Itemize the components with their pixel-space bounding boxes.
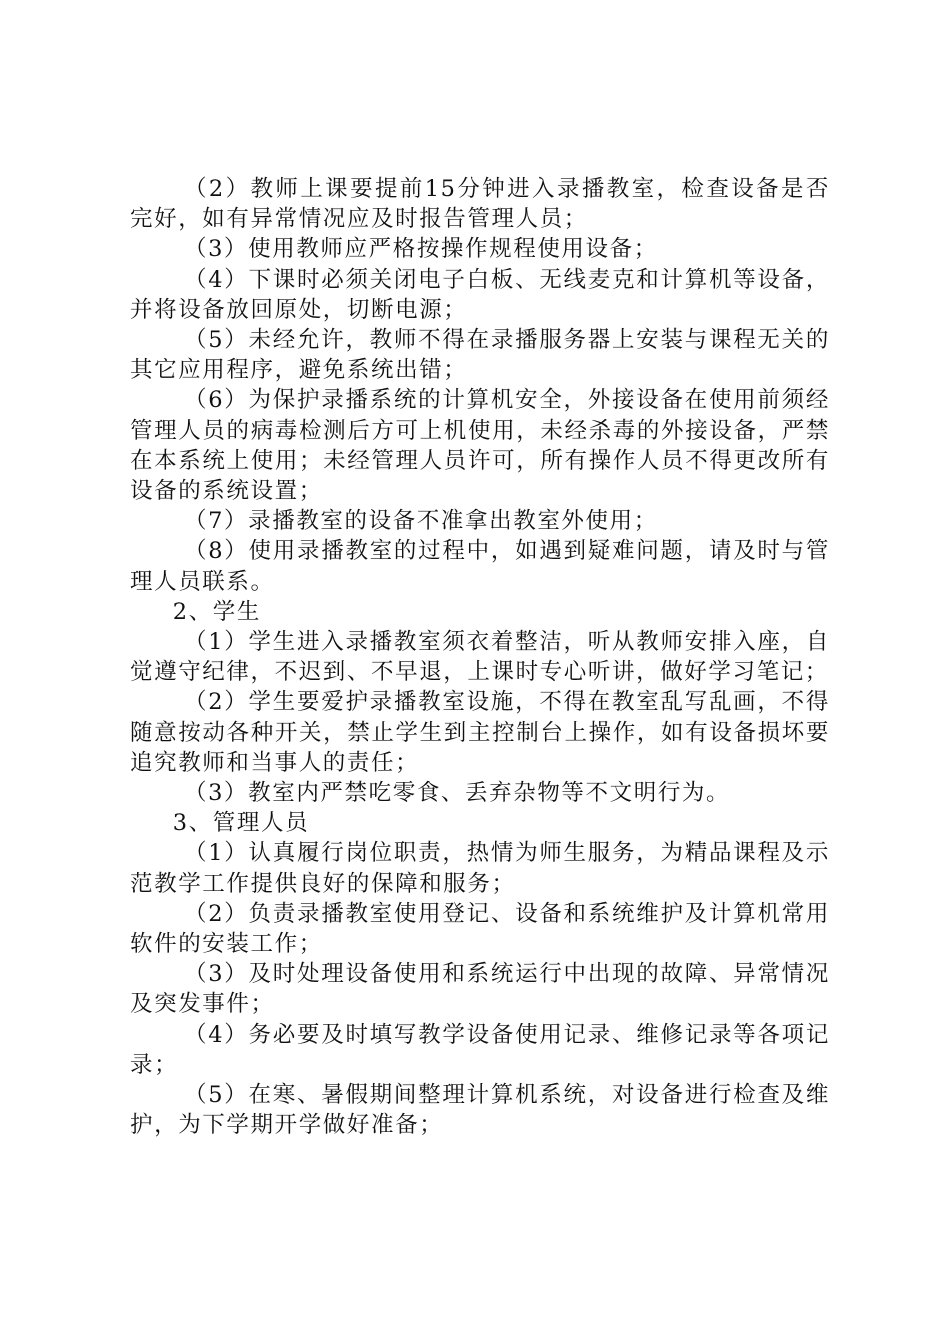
paragraph-manager-item-1: （1）认真履行岗位职责，热情为师生服务，为精品课程及示范教学工作提供良好的保障和服务；	[130, 840, 830, 897]
paragraph-teacher-item-5: （5）未经允许，教师不得在录播服务器上安装与课程无关的其它应用程序，避免系统出错；	[130, 327, 830, 384]
section-heading-students: 2、学生	[172, 598, 261, 625]
paragraph-manager-item-4: （4）务必要及时填写教学设备使用记录、维修记录等各项记录；	[130, 1021, 830, 1078]
paragraph-student-item-1: （1）学生进入录播教室须衣着整洁，听从教师安排入座，自觉遵守纪律，不迟到、不早退，上课时专心听讲，做好学习笔记；	[130, 629, 830, 686]
section-heading-managers: 3、管理人员	[172, 810, 310, 837]
paragraph-student-item-2: （2）学生要爱护录播教室设施，不得在教室乱写乱画，不得随意按动各种开关，禁止学生到主控制台上操作，如有设备损坏要追究教师和当事人的责任；	[130, 689, 830, 776]
paragraph-teacher-item-2: （2）教师上课要提前15分钟进入录播教室，检查设备是否完好，如有异常情况应及时报告管理人员；	[130, 176, 830, 233]
paragraph-teacher-item-7: （7）录播教室的设备不准拿出教室外使用；	[184, 508, 658, 535]
paragraph-manager-item-3: （3）及时处理设备使用和系统运行中出现的故障、异常情况及突发事件；	[130, 961, 830, 1018]
paragraph-teacher-item-4: （4）下课时必须关闭电子白板、无线麦克和计算机等设备，并将设备放回原处，切断电源；	[130, 266, 830, 323]
paragraph-manager-item-5: （5）在寒、暑假期间整理计算机系统，对设备进行检查及维护，为下学期开学做好准备；	[130, 1082, 830, 1139]
document-body	[130, 174, 830, 1141]
paragraph-teacher-item-6: （6）为保护录播系统的计算机安全，外接设备在使用前须经管理人员的病毒检测后方可上机使用，未经杀毒的外接设备，严禁在本系统上使用；未经管理人员许可，所有操作人员不得更改所有设备的系统设置；	[130, 387, 830, 505]
paragraph-student-item-3: （3）教室内严禁吃零食、丢弃杂物等不文明行为。	[184, 780, 731, 807]
paragraph-teacher-item-8: （8）使用录播教室的过程中，如遇到疑难问题，请及时与管理人员联系。	[130, 538, 830, 595]
paragraph-teacher-item-3: （3）使用教师应严格按操作规程使用设备；	[184, 236, 658, 263]
paragraph-manager-item-2: （2）负责录播教室使用登记、设备和系统维护及计算机常用软件的安装工作；	[130, 900, 830, 958]
